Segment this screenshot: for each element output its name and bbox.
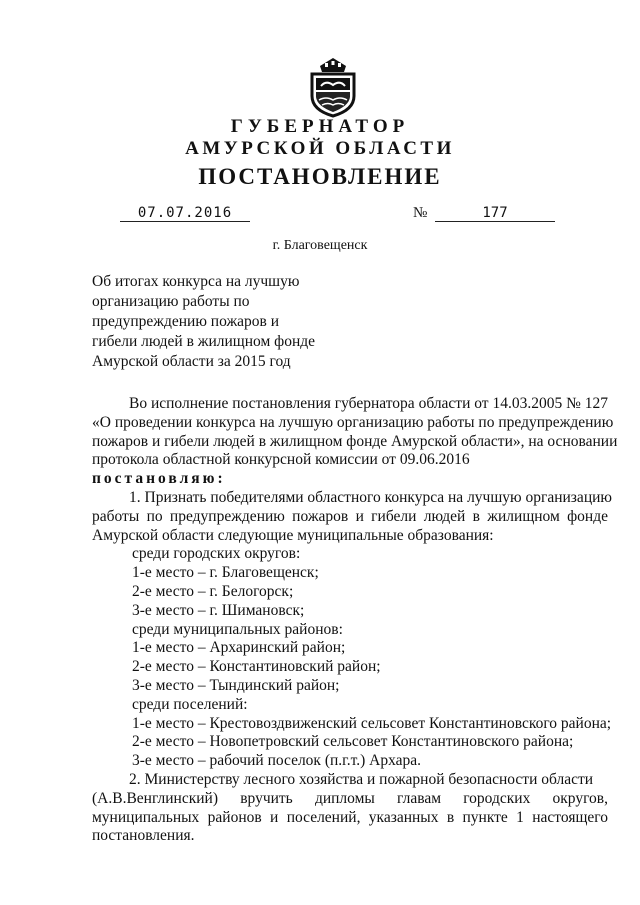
preamble-line: протокола областной конкурсной комиссии от 09.06.2016 xyxy=(92,451,470,469)
title-governor: ГУБЕРНАТОР xyxy=(230,116,410,137)
preamble-line: Во исполнение постановления губернатора области от 14.03.2005 № 127 xyxy=(129,395,608,412)
list-item: 2-е место – Новопетровский сельсовет Константиновского района; xyxy=(132,733,574,751)
list-item: среди поселений: xyxy=(132,695,248,713)
item2-line: (А.В.Венглинский) вручить дипломы главам городских округов, xyxy=(92,789,608,807)
document-date: 07.07.2016 xyxy=(120,205,250,222)
list-item: 1-е место – Крестовоздвиженский сельсовет Константиновского района; xyxy=(132,714,612,732)
list-item: среди муниципальных районов: xyxy=(132,620,343,638)
item1-line: Амурской области следующие муниципальные образования: xyxy=(92,526,494,544)
list-item: 2-е место – г. Белогорск; xyxy=(132,582,294,600)
list-item: 1-е место – Архаринский район; xyxy=(132,639,346,657)
item2-line: постановления. xyxy=(92,827,195,845)
preamble-line: «О проведении конкурса на лучшую организацию работы по предупреждению xyxy=(92,413,614,431)
subject-block xyxy=(92,272,315,372)
document-body xyxy=(92,395,618,846)
item1-line: работы по предупреждению пожаров и гибели людей в жилищном фонде xyxy=(92,507,608,525)
coat-of-arms-icon xyxy=(306,56,360,118)
list-item: 3-е место – г. Шимановск; xyxy=(132,601,305,619)
preamble-line: пожаров и гибели людей в жилищном фонде Амурской области», на основании xyxy=(92,432,618,450)
title-document-type: ПОСТАНОВЛЕНИЕ xyxy=(198,164,442,189)
subject-line: гибели людей в жилищном фонде xyxy=(92,333,316,350)
list-item: среди городских округов: xyxy=(132,545,301,563)
item2-line: 2. Министерству лесного хозяйства и пожарной безопасности области xyxy=(129,770,594,788)
item1-line: 1. Признать победителями областного конкурса на лучшую организацию xyxy=(129,488,612,506)
title-region: АМУРСКОЙ ОБЛАСТИ xyxy=(185,138,455,159)
city: г. Благовещенск xyxy=(272,238,368,253)
subject-line: Об итогах конкурса на лучшую xyxy=(92,273,300,290)
list-item: 2-е место – Константиновский район; xyxy=(132,658,381,676)
list-item: 1-е место – г. Благовещенск; xyxy=(132,564,319,582)
document-number: 177 xyxy=(435,205,555,222)
resolve-heading: постановляю: xyxy=(92,470,226,488)
subject-line: организацию работы по xyxy=(92,293,250,310)
item2-line: муниципальных районов и поселений, указанных в пункте 1 настоящего xyxy=(92,808,608,826)
subject-line: Амурской области за 2015 год xyxy=(92,353,291,370)
number-label: № xyxy=(413,205,428,221)
list-item: 3-е место – рабочий поселок (п.г.т.) Архара. xyxy=(132,752,422,770)
subject-line: предупреждению пожаров и xyxy=(92,313,280,330)
list-item: 3-е место – Тындинский район; xyxy=(132,676,340,694)
